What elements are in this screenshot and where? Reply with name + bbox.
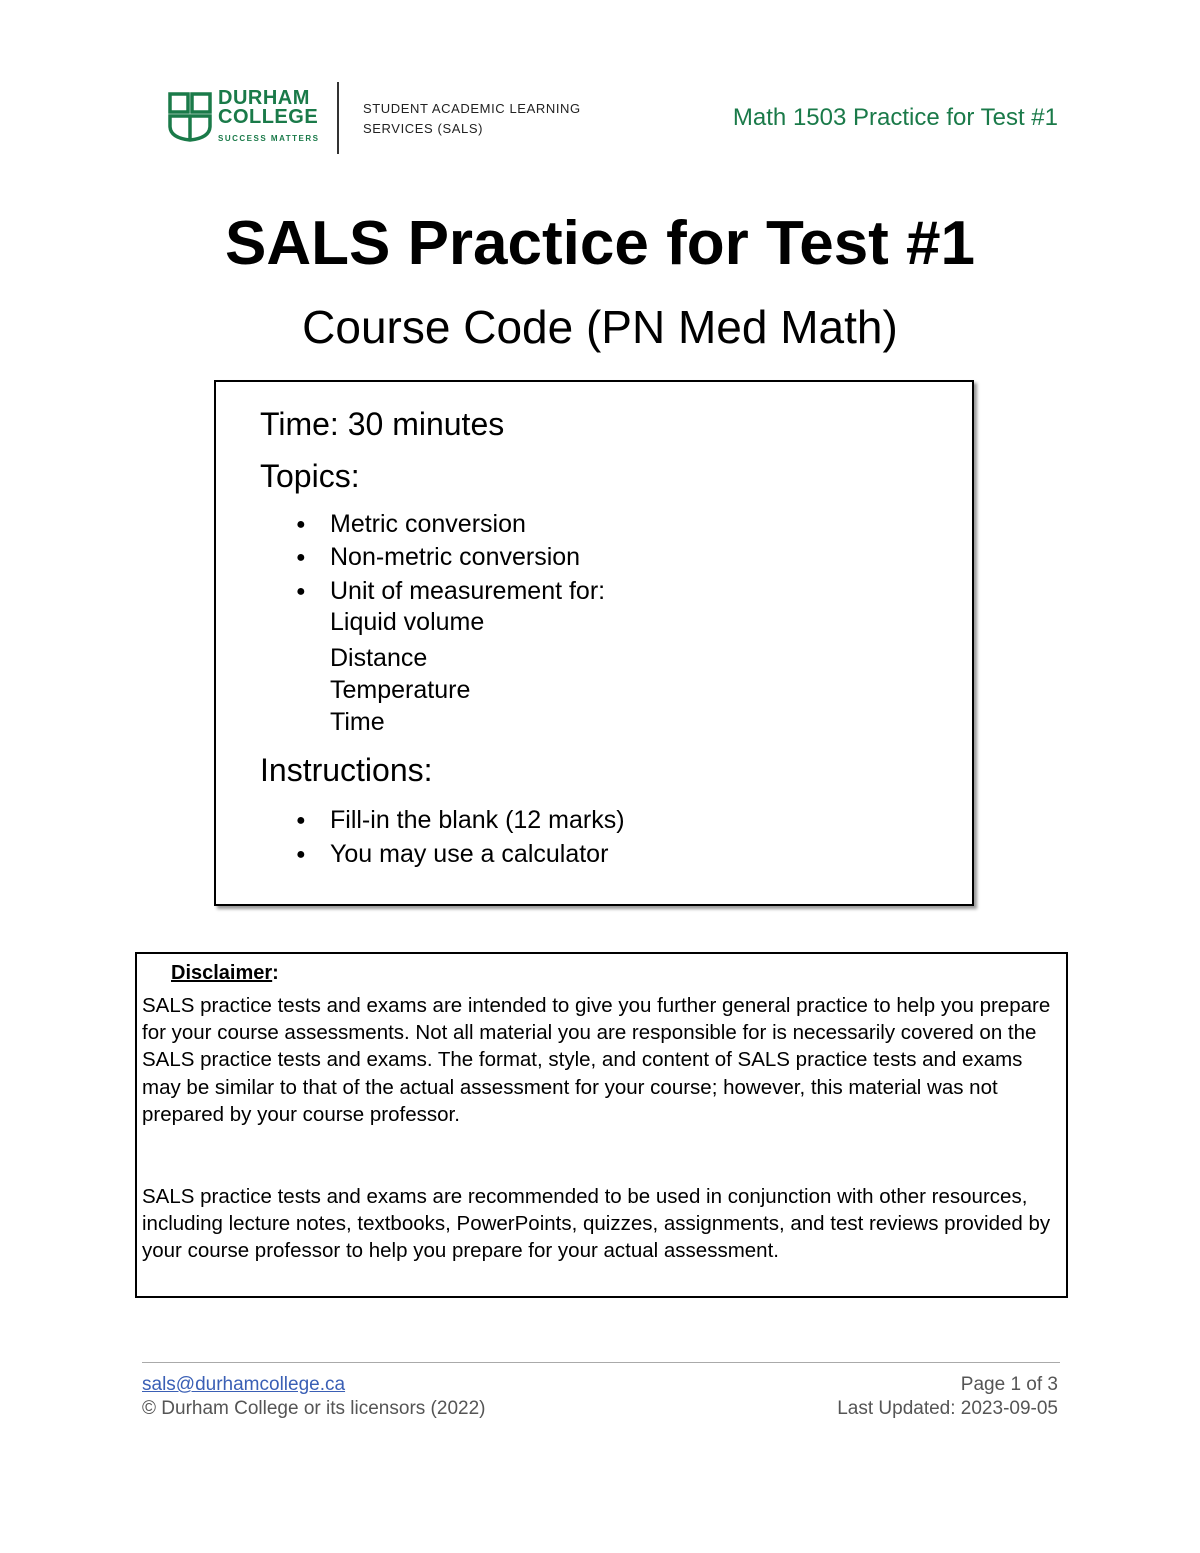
- bullet-icon: ●: [296, 846, 306, 863]
- page-header: [168, 80, 1058, 156]
- header-doc-title: Math 1503 Practice for Test #1: [732, 104, 1058, 131]
- topics-heading: Topics:: [260, 458, 360, 494]
- instructions-heading: Instructions:: [260, 752, 433, 788]
- durham-college-logo-icon: [168, 92, 212, 142]
- page-subtitle: Course Code (PN Med Math): [302, 301, 898, 353]
- footer-page-number: Page 1 of 3: [960, 1374, 1058, 1395]
- sals-label-line2: SERVICES (SALS): [363, 121, 484, 136]
- disclaimer-box: [135, 952, 1068, 1298]
- footer-last-updated: Last Updated: 2023-09-05: [837, 1398, 1058, 1419]
- unit-item: Time: [330, 708, 385, 736]
- header-divider: [337, 82, 339, 154]
- disclaimer-paragraph: SALS practice tests and exams are intended to give you further general practice to help you prepare for your course assessments. Not all material you are responsible for is necessarily covered on the SALS practice tests and exams. The format, style, and content of SALS practice tests and exams may be similar to that of the actual assessment for your course; however, this material was not prepared by your course professor.: [142, 994, 1051, 1126]
- bullet-icon: ●: [296, 549, 306, 566]
- footer-copyright: © Durham College or its licensors (2022): [142, 1398, 486, 1419]
- topic-item: Unit of measurement for:: [330, 577, 606, 605]
- instruction-item: You may use a calculator: [330, 840, 609, 868]
- logo-tagline: SUCCESS MATTERS: [218, 134, 320, 143]
- bullet-icon: ●: [296, 812, 306, 829]
- footer-email-link[interactable]: sals@durhamcollege.ca: [142, 1374, 346, 1395]
- bullet-icon: ●: [296, 516, 306, 533]
- bullet-icon: ●: [296, 583, 306, 600]
- unit-item: Liquid volume: [330, 608, 485, 636]
- unit-item: Distance: [330, 644, 428, 672]
- footer-divider: [142, 1362, 1060, 1363]
- logo-wordmark: DURHAM COLLEGE: [218, 87, 319, 128]
- topic-item: Metric conversion: [330, 510, 526, 538]
- topic-item: Non-metric conversion: [330, 543, 581, 571]
- disclaimer-heading: Disclaimer:: [171, 962, 279, 984]
- time-line: Time: 30 minutes: [260, 406, 505, 442]
- instruction-item: Fill-in the blank (12 marks): [330, 806, 625, 834]
- sals-label-line1: STUDENT ACADEMIC LEARNING: [363, 101, 581, 116]
- test-info-box: [214, 380, 974, 906]
- disclaimer-paragraph: SALS practice tests and exams are recommended to be used in conjunction with other resources, including lecture notes, textbooks, PowerPoints, quizzes, assignments, and test reviews provided by your course professor to help you prepare for your actual assessment.: [142, 1185, 1051, 1263]
- unit-item: Temperature: [330, 676, 471, 704]
- page-title: SALS Practice for Test #1: [224, 209, 976, 278]
